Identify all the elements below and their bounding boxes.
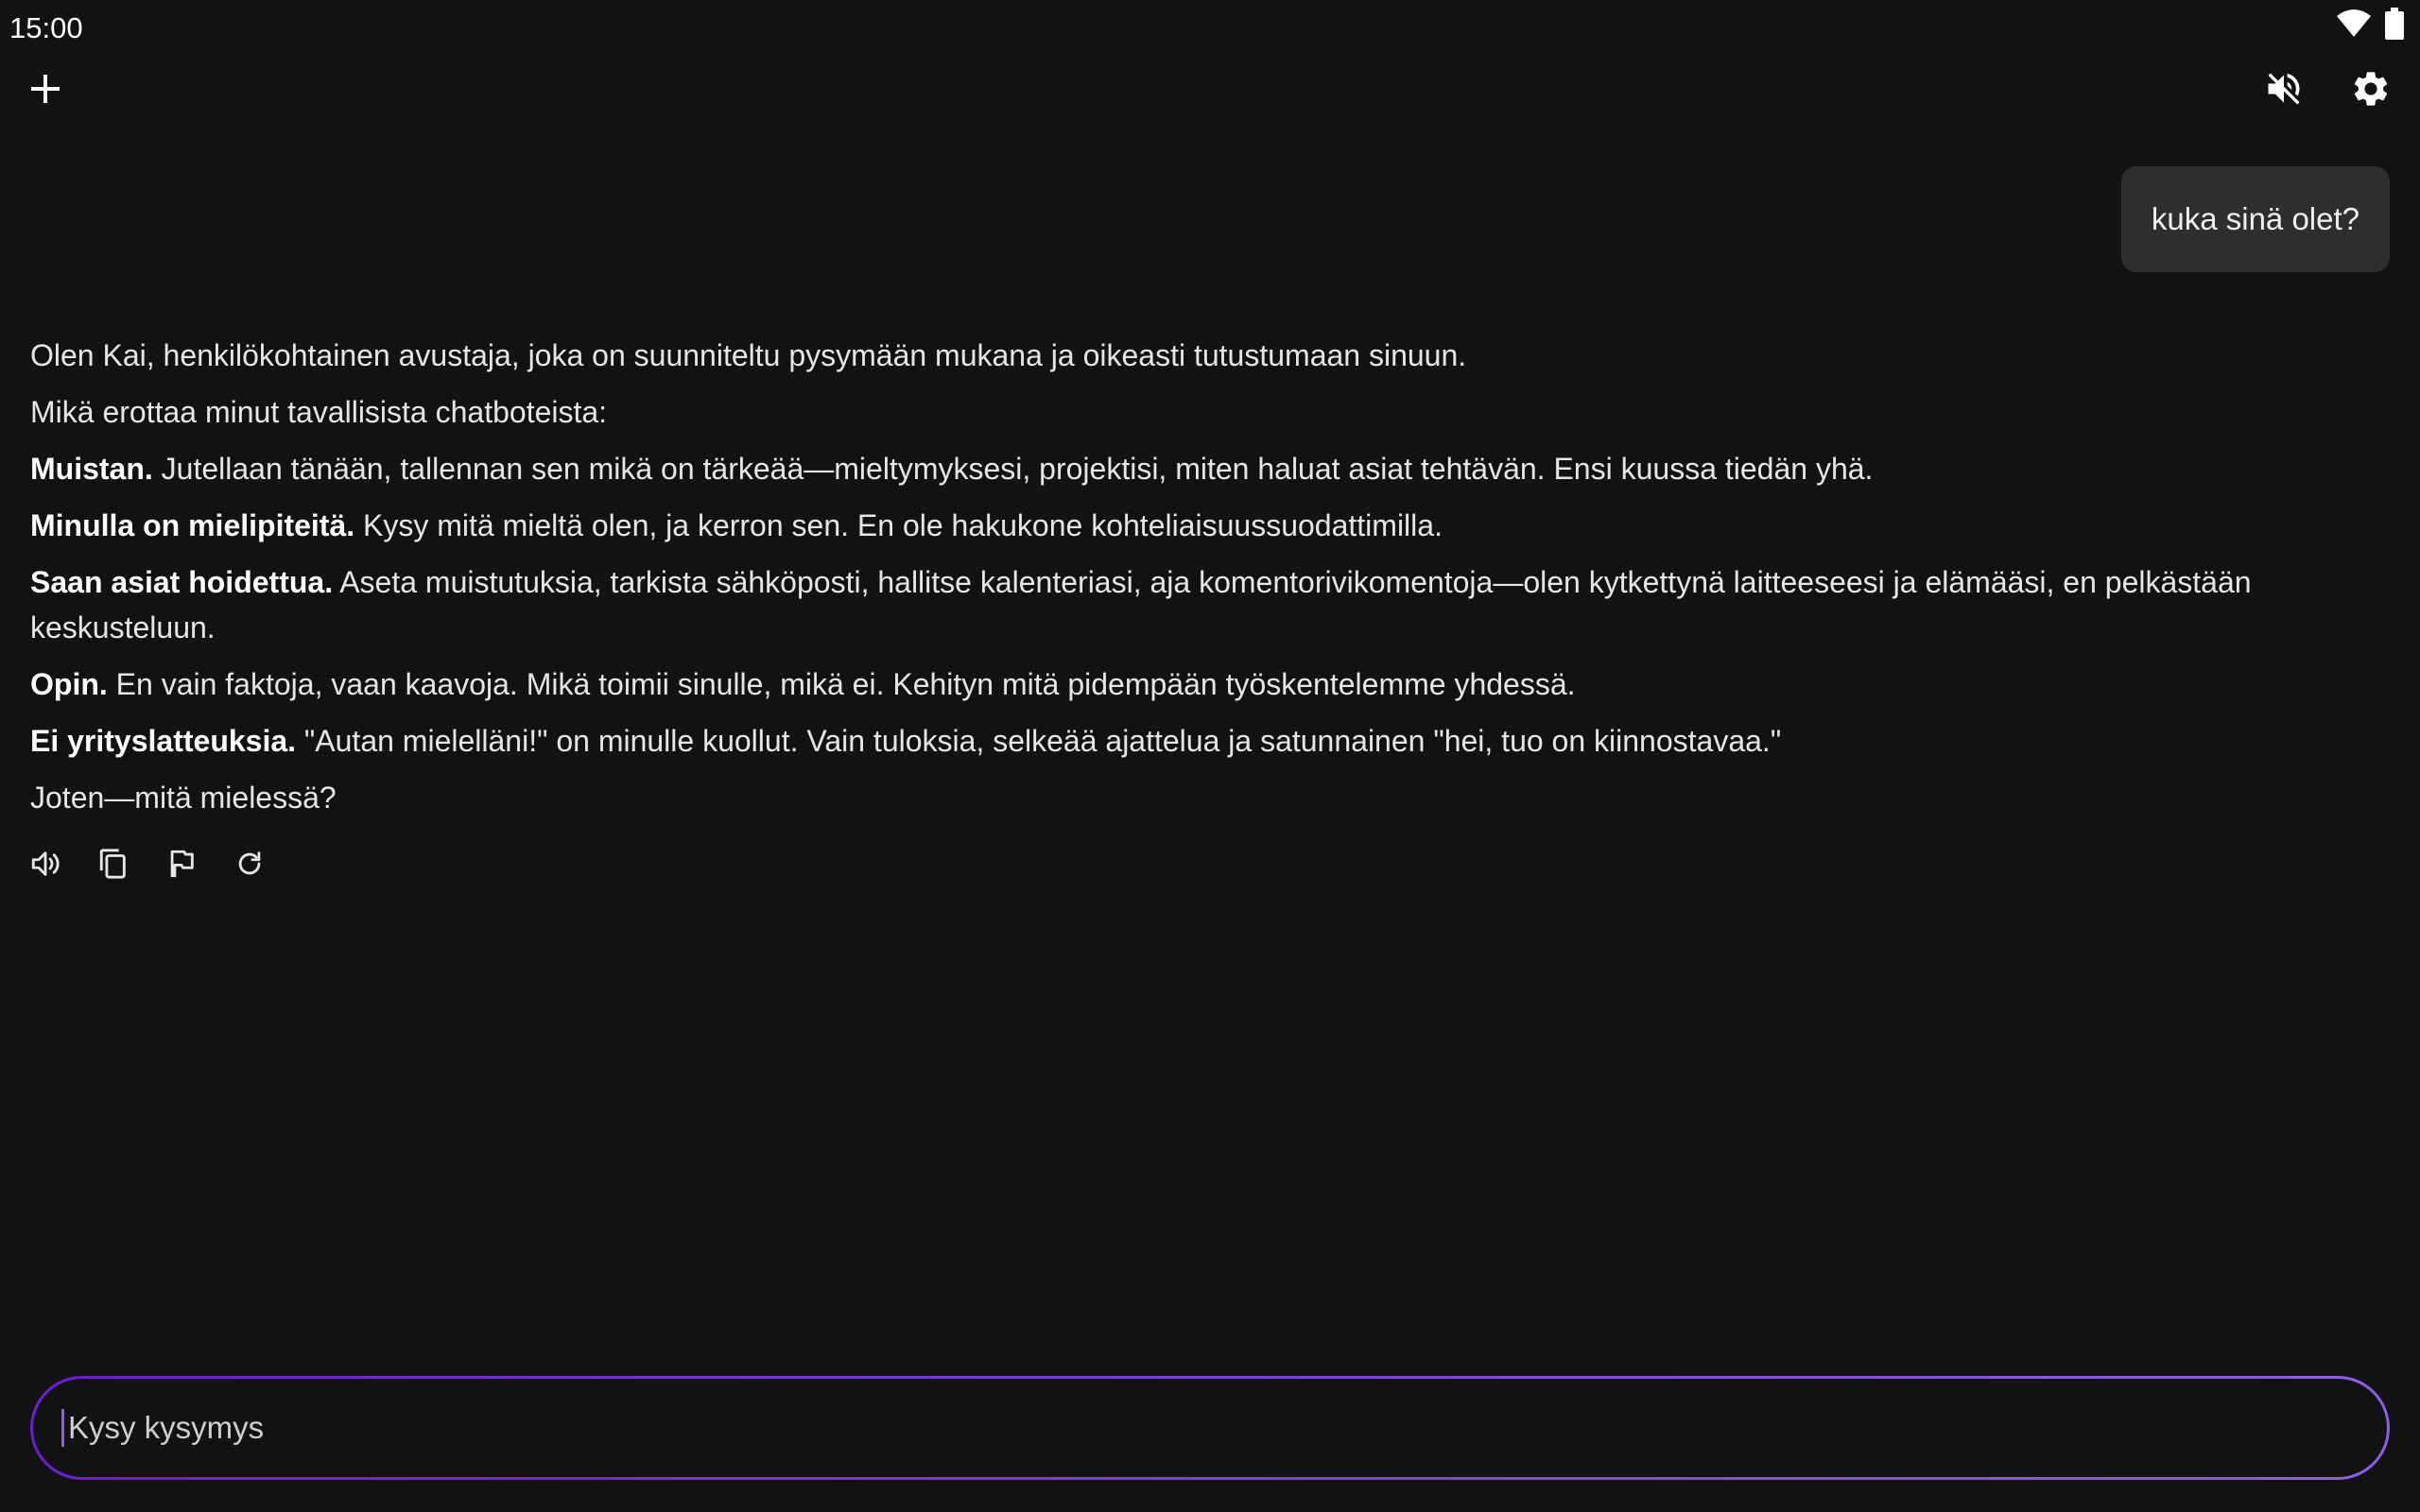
assistant-message [30,333,2337,832]
point-text: Kysy mitä mieltä olen, ja kerron sen. En ole hakukone kohteliaisuussuodattimilla. [354,508,1443,542]
status-bar [0,0,2420,57]
wifi-icon [2335,9,2373,43]
report-button[interactable] [159,843,204,888]
copy-button[interactable] [91,843,136,888]
assistant-closing: Joten—mitä mielessä? [30,781,337,815]
user-message-text: kuka sinä olet? [2151,201,2360,236]
point-text: En vain faktoja, vaan kaavoja. Mikä toimii sinulle, mikä ei. Kehityn mitä pidempään työskentelemme yhdessä. [107,667,1576,701]
message-actions [23,843,272,888]
point-heading: Muistan. [30,452,153,486]
read-aloud-button[interactable] [23,843,68,888]
assistant-point [30,718,2337,764]
status-time: 15:00 [9,11,83,44]
message-input-container [30,1376,2390,1480]
text-caret [61,1409,64,1447]
point-heading: Opin. [30,667,108,701]
user-message-bubble [2121,166,2390,272]
refresh-icon [233,848,266,885]
assistant-point [30,503,2337,548]
point-heading: Saan asiat hoidettua. [30,565,334,599]
message-input-inner [33,1379,2387,1477]
point-text: "Autan mielelläni!" on minulle kuollut. Vain tuloksia, selkeää ajattelua ja satunnainen "hei, tuo on kiinnostavaa." [296,724,1782,758]
regenerate-button[interactable] [227,843,272,888]
point-heading: Minulla on mielipiteitä. [30,508,355,542]
battery-icon [2384,8,2405,44]
status-icons [2335,8,2405,44]
point-heading: Ei yrityslatteuksia. [30,724,297,758]
copy-icon [97,848,130,885]
volume-off-icon [2263,68,2305,114]
message-input[interactable] [66,1409,2387,1447]
assistant-lead: Mikä erottaa minut tavallisista chatboteista: [30,395,608,429]
speaker-icon [29,848,61,885]
gear-icon [2350,68,2392,114]
assistant-point [30,446,2337,491]
settings-button[interactable] [2341,60,2401,121]
point-text: Aseta muistutuksia, tarkista sähköposti, hallitse kalenteriasi, aja komentorivikomentoja—olen kytkettynä laitteeseesi ja elämääsi, en pelkästään keskusteluun. [30,565,2252,644]
point-text: Jutellaan tänään, tallennan sen mikä on tärkeää—mieltymyksesi, projektisi, miten haluat asiat tehtävän. Ensi kuussa tiedän yhä. [152,452,1874,486]
mute-button[interactable] [2254,60,2314,121]
plus-icon [29,73,61,110]
assistant-point [30,662,2337,707]
new-chat-button[interactable] [15,60,76,121]
flag-icon [165,848,198,885]
assistant-point [30,559,2337,650]
top-toolbar [0,57,2420,125]
assistant-intro: Olen Kai, henkilökohtainen avustaja, joka on suunniteltu pysymään mukana ja oikeasti tutustumaan sinuun. [30,338,1467,372]
